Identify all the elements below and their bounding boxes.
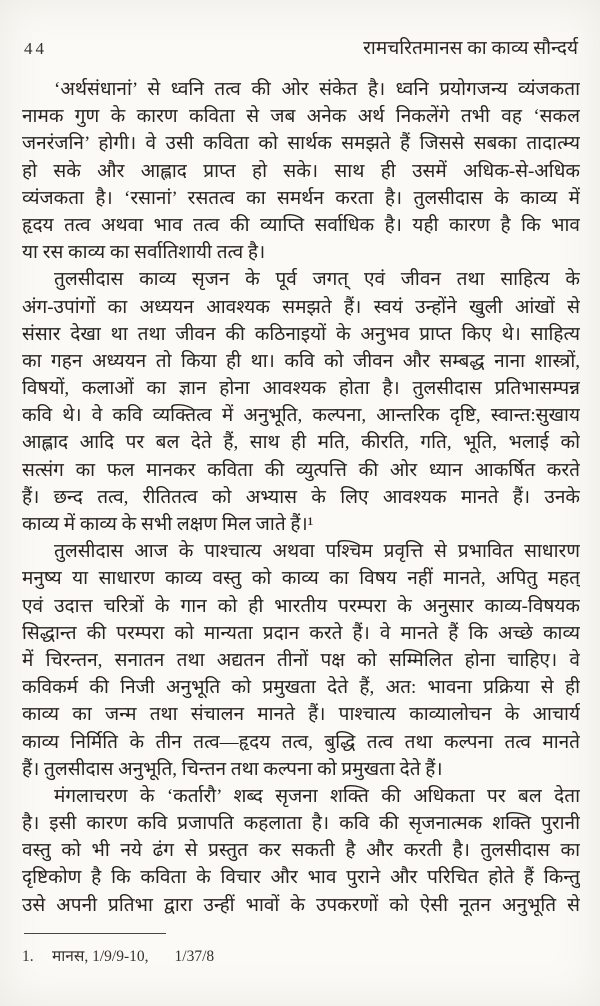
text-line: संसार देखा था तथा जीवन की कठिनाइयों के अनुभव प्राप्त किए थे। साहित्य: [22, 323, 580, 345]
text-line: कविकर्म की निजी अनुभूति को प्रमुखता देते हैं, अत: भावना प्रक्रिया से ही: [22, 677, 580, 699]
text-line: वस्तु को भी नये ढंग से प्रस्तुत कर सकती है और करती है। तुलसीदास का: [22, 840, 580, 862]
footnote-separator: [24, 933, 166, 934]
text-line: या रस काव्य का सर्वातिशायी तत्व है।: [22, 242, 266, 264]
text-line: सत्संग का फल मानकर कविता की व्युत्पत्ति की ओर ध्यान आकर्षित करते: [22, 459, 580, 481]
text-line: है। इसी कारण कवि प्रजापति कहलाता है। कवि की सृजनात्मक शक्ति पुरानी: [22, 813, 580, 835]
text-line: ‘अर्थसंधानां’ से ध्वनि तत्व की ओर संकेत है। ध्वनि प्रयोगजन्य व्यंजकता: [54, 79, 580, 100]
text-line: में चिरन्तन, सनातन तथा अद्यतन तीनों पक्ष को सम्मिलित होना चाहिए। वे: [22, 649, 580, 671]
footnote: [22, 944, 580, 966]
text-line: हैं। तुलसीदास अनुभूति, चिन्तन तथा कल्पना को प्रमुखता देते हैं।: [22, 758, 443, 780]
text-line: आह्लाद आदि पर बल देते हैं, साथ ही मति, कीरति, गति, भूति, भलाई को: [22, 432, 580, 454]
text-line: तुलसीदास आज के पाश्चात्य अथवा पश्चिम प्रवृत्ति से प्रभावित साधारण: [54, 541, 580, 563]
page-header: [24, 34, 578, 60]
text-line: कवि थे। वे कवि व्यक्तित्व में अनुभूति, कल्पना, आन्तरिक दृष्टि, स्वान्त:सुखाय: [22, 405, 580, 427]
paragraph-2: [22, 266, 580, 538]
text-line: दृष्टिकोण है कि कविता के विचार और भाव पुराने और परिचित होते हैं किन्तु: [22, 867, 580, 889]
running-title: रामचरितमानस का काव्य सौन्दर्य: [363, 38, 578, 59]
text-line: मनुष्य या साधारण काव्य वस्तु को काव्य का विषय नहीं मानते, अपितु महत्: [22, 568, 580, 590]
footnote-reference-2: 1/37/8: [174, 947, 215, 965]
text-line: का गहन अध्ययन तो किया ही था। कवि को जीवन और सम्बद्ध नाना शास्त्रों,: [22, 350, 580, 372]
page-number: 44: [24, 39, 47, 58]
text-line: हैं। छन्द तत्व, रीतितत्व को अभ्यास के लिए आवश्यक मानते हैं। उनके: [22, 486, 580, 508]
text-line: तुलसीदास काव्य सृजन के पूर्व जगत् एवं जीवन तथा साहित्य के: [54, 269, 580, 291]
text-line: सिद्धान्त की परम्परा को मान्यता प्रदान करते हैं। वे मानते हैं कि अच्छे काव्य: [22, 622, 580, 644]
text-line: नामक गुण के कारण कविता से जब अनेक अर्थ निकलेंगे तभी वह ‘सकल: [22, 106, 580, 128]
text-line: मंगलाचरण के ‘कर्तारौ’ शब्द सृजना शक्ति की अधिकता पर बल देता: [54, 785, 580, 807]
body-text: [22, 76, 580, 919]
text-line: उसे अपनी प्रतिभा द्वारा उन्हीं भावों के उपकरणों को ऐसी नूतन अनुभूति से: [22, 894, 580, 916]
paragraph-3: [22, 538, 580, 783]
paragraph-4: [22, 783, 580, 919]
paragraph-1: [22, 76, 580, 266]
text-line: विषयों, कलाओं का ज्ञान होना आवश्यक होता है। तुलसीदास प्रतिभासम्पन्न: [22, 378, 580, 400]
footnote-reference-1: मानस, 1/9/9-10,: [52, 947, 149, 965]
text-line: व्यंजकता है। ‘रसानां’ रसतत्व का समर्थन करता है। तुलसीदास के काव्य में: [22, 187, 580, 209]
text-line: हो सके और आह्लाद प्राप्त हो सके। साथ ही उसमें अधिक-से-अधिक: [22, 160, 580, 182]
footnote-number: 1.: [22, 947, 34, 965]
text-line: जनरंजनि’ होगी। वे उसी कविता को सार्थक समझते हैं जिससे सबका तादात्म्य: [22, 133, 580, 155]
text-line: अंग-उपांगों का अध्ययन आवश्यक समझते हैं। स्वयं उन्होंने खुली आंखों से: [22, 296, 580, 318]
text-line: काव्य का जन्म तथा संचालन मानते हैं। पाश्चात्य काव्यालोचन के आचार्य: [22, 704, 580, 726]
text-line: एवं उदात्त चरित्रों के गान को ही भारतीय परम्परा के अनुसार काव्य-विषयक: [22, 595, 580, 617]
text-line-with-footnote-marker: काव्य में काव्य के सभी लक्षण मिल जाते हैं।¹: [22, 514, 314, 535]
text-line: हृदय तत्व अथवा भाव तत्व की व्याप्ति सर्वाधिक है। यही कारण है कि भाव: [22, 214, 580, 236]
text-line: काव्य निर्मिति के तीन तत्व—हृदय तत्व, बुद्धि तत्व तथा कल्पना तत्व मानते: [22, 731, 580, 753]
